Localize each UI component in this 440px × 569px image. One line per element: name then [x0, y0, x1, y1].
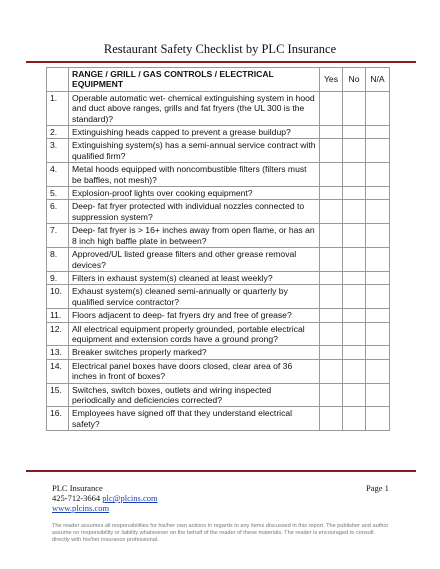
- item-number: 5.: [47, 187, 69, 200]
- yes-checkbox-cell[interactable]: [320, 139, 343, 163]
- no-checkbox-cell[interactable]: [343, 383, 366, 407]
- yes-checkbox-cell[interactable]: [320, 271, 343, 284]
- item-question: Metal hoods equipped with noncombustible filters (filters must be baffles, not mesh)?: [69, 163, 320, 187]
- table-row: [47, 346, 390, 359]
- table-row: [47, 248, 390, 272]
- no-checkbox-cell[interactable]: [343, 200, 366, 224]
- table-row: [47, 309, 390, 322]
- item-number: 1.: [47, 91, 69, 125]
- table-row: [47, 224, 390, 248]
- table-row: [47, 126, 390, 139]
- na-checkbox-cell[interactable]: [366, 271, 390, 284]
- table-row: [47, 271, 390, 284]
- item-question: Deep- fat fryer is > 16+ inches away from open flame, or has an 8 inch high baffle plate in between?: [69, 224, 320, 248]
- top-divider: [26, 61, 416, 63]
- na-checkbox-cell[interactable]: [366, 248, 390, 272]
- no-checkbox-cell[interactable]: [343, 126, 366, 139]
- no-checkbox-cell[interactable]: [343, 407, 366, 431]
- footer-company: PLC Insurance: [52, 483, 103, 493]
- no-checkbox-cell[interactable]: [343, 139, 366, 163]
- table-row: [47, 187, 390, 200]
- na-checkbox-cell[interactable]: [366, 285, 390, 309]
- na-checkbox-cell[interactable]: [366, 322, 390, 346]
- page-number: Page 1: [366, 483, 389, 493]
- yes-checkbox-cell[interactable]: [320, 200, 343, 224]
- no-checkbox-cell[interactable]: [343, 346, 366, 359]
- item-question: Breaker switches properly marked?: [69, 346, 320, 359]
- item-number: 3.: [47, 139, 69, 163]
- item-question: Switches, switch boxes, outlets and wiring inspected periodically and deficiencies corrected?: [69, 383, 320, 407]
- table-row: [47, 383, 390, 407]
- item-number: 16.: [47, 407, 69, 431]
- table-row: [47, 285, 390, 309]
- item-question: Electrical panel boxes have doors closed, clear area of 36 inches in front of boxes?: [69, 359, 320, 383]
- item-question: Operable automatic wet- chemical extinguishing system in hood and duct above ranges, grills and fat fryers (the UL 300 is the standard)?: [69, 91, 320, 125]
- no-checkbox-cell[interactable]: [343, 187, 366, 200]
- item-number: 11.: [47, 309, 69, 322]
- no-checkbox-cell[interactable]: [343, 285, 366, 309]
- yes-checkbox-cell[interactable]: [320, 91, 343, 125]
- item-question: Explosion-proof lights over cooking equipment?: [69, 187, 320, 200]
- yes-checkbox-cell[interactable]: [320, 309, 343, 322]
- col-no-header: No: [343, 68, 366, 92]
- item-number: 7.: [47, 224, 69, 248]
- yes-checkbox-cell[interactable]: [320, 163, 343, 187]
- yes-checkbox-cell[interactable]: [320, 224, 343, 248]
- item-question: Deep- fat fryer protected with individual nozzles connected to suppression system?: [69, 200, 320, 224]
- bottom-divider: [26, 470, 416, 472]
- no-checkbox-cell[interactable]: [343, 91, 366, 125]
- no-checkbox-cell[interactable]: [343, 322, 366, 346]
- footer-phone: 425-712-3664: [52, 493, 101, 503]
- yes-checkbox-cell[interactable]: [320, 346, 343, 359]
- yes-checkbox-cell[interactable]: [320, 248, 343, 272]
- footer-email-link[interactable]: plc@plcins.com: [102, 493, 158, 503]
- no-checkbox-cell[interactable]: [343, 224, 366, 248]
- no-checkbox-cell[interactable]: [343, 309, 366, 322]
- item-number: 12.: [47, 322, 69, 346]
- item-question: Employees have signed off that they understand electrical safety?: [69, 407, 320, 431]
- table-header-row: [47, 68, 390, 92]
- footer-website-link[interactable]: www.plcins.com: [52, 503, 110, 513]
- na-checkbox-cell[interactable]: [366, 139, 390, 163]
- yes-checkbox-cell[interactable]: [320, 187, 343, 200]
- na-checkbox-cell[interactable]: [366, 346, 390, 359]
- na-checkbox-cell[interactable]: [366, 383, 390, 407]
- na-checkbox-cell[interactable]: [366, 309, 390, 322]
- disclaimer-text: The reader assumes all responsibilities for his/her own actions in regards to any items discussed in this report. The publisher and author assume no responsibility or liability whatsoever on the behalf of the reader of these materials. The reader is encouraged to consult directly with his/her insurance professional.: [52, 523, 389, 543]
- item-number: 14.: [47, 359, 69, 383]
- item-question: Extinguishing system(s) has a semi-annual service contract with qualified firm?: [69, 139, 320, 163]
- yes-checkbox-cell[interactable]: [320, 322, 343, 346]
- table-row: [47, 163, 390, 187]
- table-row: [47, 200, 390, 224]
- no-checkbox-cell[interactable]: [343, 248, 366, 272]
- na-checkbox-cell[interactable]: [366, 163, 390, 187]
- na-checkbox-cell[interactable]: [366, 126, 390, 139]
- footer-contact: [52, 483, 158, 513]
- item-number: 4.: [47, 163, 69, 187]
- item-number: 15.: [47, 383, 69, 407]
- na-checkbox-cell[interactable]: [366, 200, 390, 224]
- na-checkbox-cell[interactable]: [366, 407, 390, 431]
- yes-checkbox-cell[interactable]: [320, 383, 343, 407]
- item-number: 13.: [47, 346, 69, 359]
- item-number: 6.: [47, 200, 69, 224]
- na-checkbox-cell[interactable]: [366, 187, 390, 200]
- document-title: Restaurant Safety Checklist by PLC Insurance: [103, 42, 337, 56]
- item-question: Approved/UL listed grease filters and other grease removal devices?: [69, 248, 320, 272]
- na-checkbox-cell[interactable]: [366, 359, 390, 383]
- item-question: Floors adjacent to deep- fat fryers dry and free of grease?: [69, 309, 320, 322]
- table-row: [47, 407, 390, 431]
- table-row: [47, 91, 390, 125]
- footer-phone-line: [52, 493, 158, 503]
- item-question: Filters in exhaust system(s) cleaned at least weekly?: [69, 271, 320, 284]
- yes-checkbox-cell[interactable]: [320, 126, 343, 139]
- table-row: [47, 139, 390, 163]
- na-checkbox-cell[interactable]: [366, 91, 390, 125]
- checklist-table: [46, 67, 390, 431]
- col-yes-header: Yes: [320, 68, 343, 92]
- header-num-cell: [47, 68, 69, 92]
- item-number: 2.: [47, 126, 69, 139]
- col-na-header: N/A: [366, 68, 390, 92]
- item-number: 8.: [47, 248, 69, 272]
- item-number: 10.: [47, 285, 69, 309]
- na-checkbox-cell[interactable]: [366, 224, 390, 248]
- yes-checkbox-cell[interactable]: [320, 285, 343, 309]
- section-header: RANGE / GRILL / GAS CONTROLS / ELECTRICAL EQUIPMENT: [69, 68, 320, 92]
- no-checkbox-cell[interactable]: [343, 359, 366, 383]
- table-row: [47, 322, 390, 346]
- no-checkbox-cell[interactable]: [343, 271, 366, 284]
- yes-checkbox-cell[interactable]: [320, 407, 343, 431]
- yes-checkbox-cell[interactable]: [320, 359, 343, 383]
- item-question: Exhaust system(s) cleaned semi-annually or quarterly by qualified service contractor?: [69, 285, 320, 309]
- table-row: [47, 359, 390, 383]
- item-question: Extinguishing heads capped to prevent a grease buildup?: [69, 126, 320, 139]
- item-question: All electrical equipment properly grounded, portable electrical equipment and extension cords have a ground prong?: [69, 322, 320, 346]
- item-number: 9.: [47, 271, 69, 284]
- no-checkbox-cell[interactable]: [343, 163, 366, 187]
